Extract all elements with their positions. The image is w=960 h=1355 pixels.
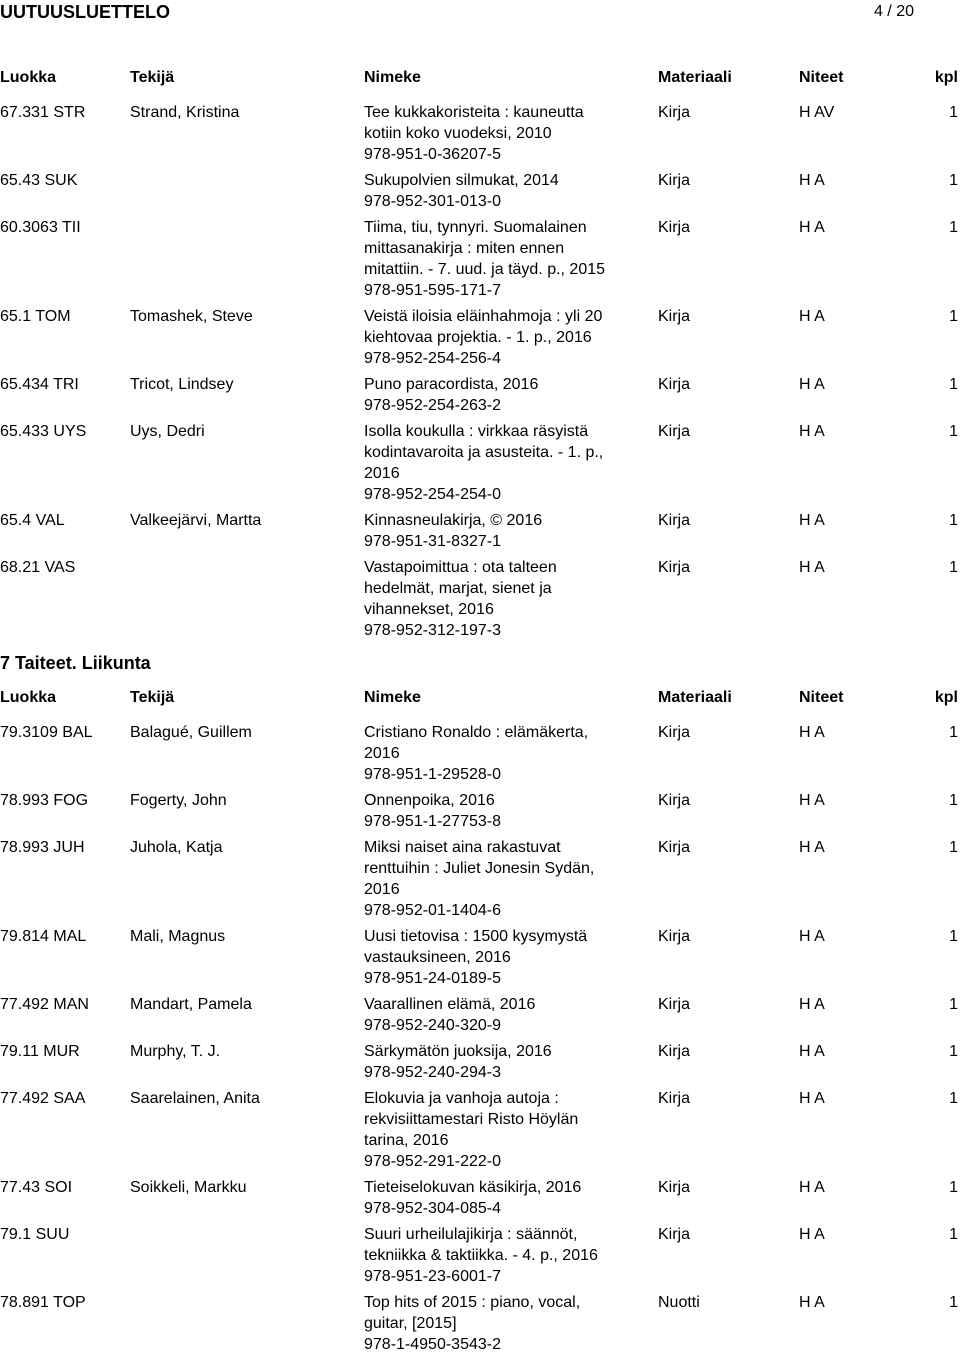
author: Balagué, Guillem [130, 724, 252, 741]
copies-location: H A [799, 792, 825, 809]
column-header-materiaali: Materiaali [658, 69, 732, 86]
material-type: Kirja [658, 724, 691, 741]
class-code: 78.891 TOP [0, 1294, 86, 1311]
isbn: 978-952-291-222-0 [364, 1153, 501, 1170]
class-code: 77.492 SAA [0, 1090, 86, 1107]
title-line: Särkymätön juoksija, 2016 [364, 1043, 552, 1060]
title-block [364, 102, 626, 165]
copy-count: 1 [949, 1179, 958, 1196]
copy-count: 1 [949, 172, 958, 189]
class-code: 79.814 MAL [0, 928, 87, 945]
material-type: Kirja [658, 376, 691, 393]
class-code: 79.11 MUR [0, 1043, 80, 1060]
isbn: 978-952-01-1404-6 [364, 902, 501, 919]
column-header-luokka: Luokka [0, 69, 57, 86]
isbn: 978-952-304-085-4 [364, 1200, 501, 1217]
class-code: 79.3109 BAL [0, 724, 93, 741]
page-total: 20 [896, 3, 914, 20]
title-block [364, 994, 626, 1036]
copy-count: 1 [949, 724, 958, 741]
copy-count: 1 [949, 423, 958, 440]
title-line: tarina, 2016 [364, 1132, 449, 1149]
author: Murphy, T. J. [130, 1043, 221, 1060]
column-header-niteet: Niteet [799, 69, 844, 86]
copy-count: 1 [949, 1043, 958, 1060]
title-line: Elokuvia ja vanhoja autoja : [364, 1090, 559, 1107]
isbn: 978-951-595-171-7 [364, 282, 501, 299]
title-line: vastauksineen, 2016 [364, 949, 511, 966]
copy-count: 1 [949, 308, 958, 325]
isbn: 978-951-1-27753-8 [364, 813, 501, 830]
title-line: Tee kukkakoristeita : kauneutta [364, 104, 584, 121]
copies-location: H A [799, 172, 825, 189]
isbn: 978-951-31-8327-1 [364, 533, 501, 550]
title-block [364, 1041, 626, 1083]
isbn: 978-952-301-013-0 [364, 193, 501, 210]
title-line: renttuihin : Juliet Jonesin Sydän, [364, 860, 595, 877]
copy-count: 1 [949, 996, 958, 1013]
material-type: Kirja [658, 1090, 691, 1107]
title-line: Uusi tietovisa : 1500 kysymystä [364, 928, 588, 945]
title-line: Tieteiselokuvan käsikirja, 2016 [364, 1179, 582, 1196]
copies-location: H A [799, 376, 825, 393]
page-current: 4 [873, 3, 883, 20]
column-header-luokka: Luokka [0, 689, 57, 706]
copies-location: H A [799, 1226, 825, 1243]
material-type: Kirja [658, 512, 691, 529]
document-title: UUTUUSLUETTELO [0, 2, 170, 22]
class-code: 65.433 UYS [0, 423, 87, 440]
section-title: 7 Taiteet. Liikunta [0, 653, 151, 673]
class-code: 65.43 SUK [0, 172, 78, 189]
isbn: 978-952-240-320-9 [364, 1017, 501, 1034]
column-header-kpl: kpl [934, 69, 958, 86]
copies-location: H A [799, 423, 825, 440]
title-line: kodintavaroita ja asusteita. - 1. p., [364, 444, 604, 461]
isbn: 978-952-240-294-3 [364, 1064, 501, 1081]
title-line: kiehtovaa projektia. - 1. p., 2016 [364, 329, 592, 346]
isbn: 978-952-312-197-3 [364, 622, 501, 639]
title-block [364, 306, 626, 369]
author: Tricot, Lindsey [130, 376, 234, 393]
isbn: 978-951-23-6001-7 [364, 1268, 501, 1285]
material-type: Kirja [658, 792, 691, 809]
copies-location: H A [799, 996, 825, 1013]
title-line: Tiima, tiu, tynnyri. Suomalainen [364, 219, 587, 236]
title-block [364, 374, 626, 416]
isbn: 978-952-254-256-4 [364, 350, 501, 367]
class-code: 65.434 TRI [0, 376, 79, 393]
title-line: Vastapoimittua : ota talteen [364, 559, 557, 576]
column-header-niteet: Niteet [799, 689, 844, 706]
copy-count: 1 [949, 792, 958, 809]
copy-count: 1 [949, 1090, 958, 1107]
copies-location: H A [799, 839, 825, 856]
author: Strand, Kristina [130, 104, 240, 121]
class-code: 79.1 SUU [0, 1226, 70, 1243]
title-line: Isolla koukulla : virkkaa räsyistä [364, 423, 589, 440]
title-line: Kinnasneulakirja, © 2016 [364, 512, 543, 529]
author: Tomashek, Steve [130, 308, 253, 325]
isbn: 978-951-1-29528-0 [364, 766, 501, 783]
class-code: 60.3063 TII [0, 219, 81, 236]
title-line: Onnenpoika, 2016 [364, 792, 495, 809]
copies-location: H A [799, 308, 825, 325]
material-type: Kirja [658, 839, 691, 856]
title-line: 2016 [364, 881, 400, 898]
material-type: Kirja [658, 1043, 691, 1060]
column-header-row [0, 68, 960, 88]
copies-location: H A [799, 1043, 825, 1060]
title-line: Vaarallinen elämä, 2016 [364, 996, 536, 1013]
copy-count: 1 [949, 839, 958, 856]
material-type: Kirja [658, 1179, 691, 1196]
class-code: 78.993 FOG [0, 792, 89, 809]
material-type: Kirja [658, 423, 691, 440]
author: Uys, Dedri [130, 423, 205, 440]
title-line: mitattiin. - 7. uud. ja täyd. p., 2015 [364, 261, 606, 278]
title-block [364, 510, 626, 552]
copies-location: H A [799, 559, 825, 576]
column-header-kpl: kpl [934, 689, 958, 706]
copies-location: H A [799, 512, 825, 529]
isbn: 978-951-24-0189-5 [364, 970, 501, 987]
copies-location: H AV [799, 104, 835, 121]
material-type: Kirja [658, 928, 691, 945]
copies-location: H A [799, 1090, 825, 1107]
title-line: Cristiano Ronaldo : elämäkerta, [364, 724, 589, 741]
title-line: Top hits of 2015 : piano, vocal, [364, 1294, 581, 1311]
title-line: Veistä iloisia eläinhahmoja : yli 20 [364, 308, 603, 325]
author: Valkeejärvi, Martta [130, 512, 262, 529]
class-code: 65.4 VAL [0, 512, 65, 529]
title-block [364, 790, 626, 832]
class-code: 77.492 MAN [0, 996, 89, 1013]
title-line: mittasanakirja : miten ennen [364, 240, 565, 257]
material-type: Kirja [658, 172, 691, 189]
title-block [364, 926, 626, 989]
title-block [364, 1088, 626, 1172]
copy-count: 1 [949, 104, 958, 121]
title-block [364, 1292, 626, 1355]
copies-location: H A [799, 1179, 825, 1196]
title-line: Suuri urheilulajikirja : säännöt, [364, 1226, 578, 1243]
class-code: 78.993 JUH [0, 839, 85, 856]
title-line: kotiin koko vuodeksi, 2010 [364, 125, 552, 142]
class-code: 67.331 STR [0, 104, 86, 121]
material-type: Kirja [658, 308, 691, 325]
title-block [364, 722, 626, 785]
class-code: 77.43 SOI [0, 1179, 73, 1196]
copies-location: H A [799, 1294, 825, 1311]
material-type: Kirja [658, 559, 691, 576]
title-block [364, 217, 626, 301]
copy-count: 1 [949, 376, 958, 393]
column-header-nimeke: Nimeke [364, 689, 421, 706]
copy-count: 1 [949, 559, 958, 576]
title-line: guitar, [2015] [364, 1315, 457, 1332]
column-header-row [0, 688, 960, 708]
title-line: Puno paracordista, 2016 [364, 376, 539, 393]
author: Mali, Magnus [130, 928, 226, 945]
title-block [364, 170, 626, 212]
title-line: rekvisiittamestari Risto Höylän [364, 1111, 579, 1128]
page-separator: / [887, 3, 892, 20]
column-header-nimeke: Nimeke [364, 69, 421, 86]
isbn: 978-952-254-263-2 [364, 397, 501, 414]
isbn: 978-951-0-36207-5 [364, 146, 501, 163]
copy-count: 1 [949, 928, 958, 945]
material-type: Kirja [658, 996, 691, 1013]
copy-count: 1 [949, 512, 958, 529]
isbn: 978-952-254-254-0 [364, 486, 501, 503]
material-type: Nuotti [658, 1294, 700, 1311]
title-line: tekniikka & taktiikka. - 4. p., 2016 [364, 1247, 598, 1264]
copy-count: 1 [949, 1294, 958, 1311]
class-code: 68.21 VAS [0, 559, 76, 576]
author: Fogerty, John [130, 792, 227, 809]
column-header-tekija: Tekijä [130, 69, 175, 86]
title-line: hedelmät, marjat, sienet ja [364, 580, 552, 597]
material-type: Kirja [658, 1226, 691, 1243]
title-block [364, 837, 626, 921]
author: Soikkeli, Markku [130, 1179, 247, 1196]
copies-location: H A [799, 219, 825, 236]
author: Saarelainen, Anita [130, 1090, 260, 1107]
copies-location: H A [799, 724, 825, 741]
copy-count: 1 [949, 219, 958, 236]
title-line: Sukupolvien silmukat, 2014 [364, 172, 559, 189]
title-line: vihannekset, 2016 [364, 601, 494, 618]
title-line: Miksi naiset aina rakastuvat [364, 839, 561, 856]
title-line: 2016 [364, 465, 400, 482]
author: Juhola, Katja [130, 839, 223, 856]
title-block [364, 421, 626, 505]
column-header-tekija: Tekijä [130, 689, 175, 706]
class-code: 65.1 TOM [0, 308, 71, 325]
isbn: 978-1-4950-3543-2 [364, 1336, 501, 1353]
title-block [364, 1177, 626, 1219]
column-header-materiaali: Materiaali [658, 689, 732, 706]
page-indicator [874, 1, 914, 23]
copies-location: H A [799, 928, 825, 945]
author: Mandart, Pamela [130, 996, 252, 1013]
title-block [364, 557, 626, 641]
copy-count: 1 [949, 1226, 958, 1243]
material-type: Kirja [658, 104, 691, 121]
title-line: 2016 [364, 745, 400, 762]
title-block [364, 1224, 626, 1287]
material-type: Kirja [658, 219, 691, 236]
